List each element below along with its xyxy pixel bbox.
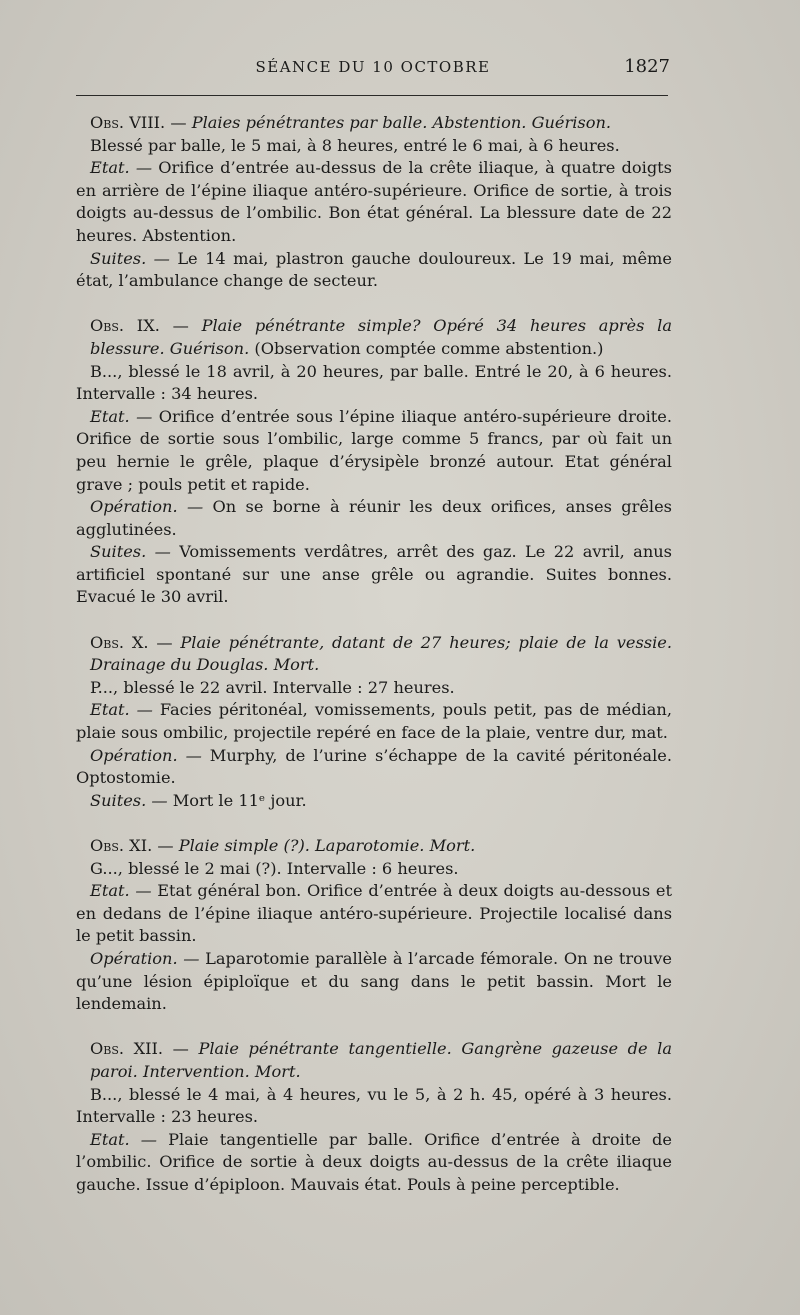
observation-heading-note: (Observation comptée comme abstention.) [249, 338, 604, 358]
title-separator: — [165, 113, 192, 132]
observation-heading: Plaie pénétrante tangentielle. Gangrène gazeuse de la paroi. Intervention. Mort. [90, 1039, 673, 1081]
running-title: SÉANCE DU 10 OCTOBRE [255, 58, 491, 76]
page-number: 1827 [624, 56, 670, 77]
observation-paragraph [76, 361, 672, 406]
paragraph-text: Le 14 mai, plastron gauche douloureux. Le 19 mai, même état, l’ambulance change de secteur. [76, 248, 672, 291]
paragraph-text: Blessé par balle, le 5 mai, à 8 heures, entré le 6 mai, à 6 heures. [90, 135, 620, 155]
observation-heading: Plaie simple (?). Laparotomie. Mort. [178, 836, 476, 855]
section-lead: Suites. — [90, 542, 180, 562]
observation-heading: Plaies pénétrantes par balle. Abstention. Guérison. [191, 113, 612, 132]
observation-paragraph [76, 1129, 672, 1197]
section-lead: Etat. — [90, 1129, 169, 1149]
observation-heading: Plaie pénétrante simple? Opéré 34 heures après la blessure. Guérison. [90, 316, 672, 358]
observation-paragraph [76, 677, 672, 700]
observation-paragraph [76, 1084, 672, 1129]
paragraph-text: Orifice d’entrée au-dessus de la crête iliaque, à quatre doigts en arrière de l’épine iliaque antéro-supérieure. Orifice de sortie, à trois doigts au-dessus de l’ombilic. Bon état général. La blessure date de 22 heures. Abstention. [76, 158, 672, 245]
observation-number: Obs. VIII. [90, 113, 166, 132]
title-separator: — [163, 1039, 199, 1059]
section-lead: Opération. — [90, 948, 206, 968]
title-separator: — [152, 836, 179, 855]
observation-paragraph [76, 135, 672, 158]
observation-12 [76, 1038, 672, 1196]
paragraph-text: Etat général bon. Orifice d’entrée à deux doigts au-dessous et en dedans de l’épine iliaque antéro-supérieure. Projectile localisé dans le petit bassin. [76, 881, 673, 946]
observation-9 [76, 315, 672, 609]
page-header [76, 52, 670, 92]
observation-11 [76, 835, 672, 1016]
observation-heading: Plaie pénétrante, datant de 27 heures; plaie de la vessie. Drainage du Douglas. Mort. [90, 632, 672, 675]
observation-title [76, 112, 672, 135]
paragraph-text: On se borne à réunir les deux orifices, anses grêles agglutinées. [76, 497, 672, 539]
observation-paragraph [76, 699, 672, 744]
observation-paragraph [76, 790, 672, 813]
observation-paragraph [76, 541, 672, 609]
observation-8 [76, 112, 672, 293]
paragraph-text: B..., blessé le 4 mai, à 4 heures, vu le 5, à 2 h. 45, opéré à 3 heures. Intervalle : 23 heures. [76, 1084, 672, 1127]
paragraph-text: Plaie tangentielle par balle. Orifice d’entrée à droite de l’ombilic. Orifice de sortie à deux doigts au-dessus de la crête iliaque gauche. Issue d’épiploon. Mauvais état. Pouls à peine perceptible. [76, 1129, 672, 1194]
observation-number: Obs. IX. [90, 316, 160, 336]
title-separator: — [148, 632, 181, 652]
section-lead: Suites. — [90, 790, 173, 810]
observation-title [76, 632, 672, 677]
paragraph-text: Orifice d’entrée sous l’épine iliaque antéro-supérieure droite. Orifice de sortie sous l’ombilic, large comme 5 francs, par où fait un peu hernie le grêle, plaque d’érysipèle bronzé autour. Etat général grave ; pouls petit et rapide. [76, 406, 673, 494]
section-lead: Etat. — [90, 406, 159, 426]
title-separator: — [159, 316, 202, 336]
observations [76, 112, 672, 1219]
observation-title [76, 1038, 672, 1083]
observation-number: Obs. XII. [90, 1039, 164, 1059]
observation-paragraph [76, 745, 672, 790]
paragraph-text: Murphy, de l’urine s’échappe de la cavité péritonéale. Optostomie. [76, 745, 672, 788]
section-lead: Etat. — [90, 881, 158, 901]
paragraph-text: P..., blessé le 22 avril. Intervalle : 27 heures. [90, 677, 455, 697]
observation-paragraph [76, 157, 672, 247]
paragraph-text: B..., blessé le 18 avril, à 20 heures, par balle. Entré le 20, à 6 heures. Intervalle : 34 heures. [76, 361, 672, 404]
paragraph-text: Laparotomie parallèle à l’arcade fémorale. On ne trouve qu’une lésion épiploïque et du sang dans le petit bassin. Mort le lendemain. [76, 948, 672, 1014]
section-lead: Etat. — [90, 700, 160, 720]
section-lead: Opération. — [90, 497, 213, 517]
section-lead: Opération. — [90, 745, 210, 765]
observation-number: Obs. X. [90, 632, 149, 652]
paragraph-text: Mort le 11ᵉ jour. [172, 790, 307, 810]
paragraph-text: G..., blessé le 2 mai (?). Intervalle : 6 heures. [90, 858, 459, 878]
paragraph-text: Vomissements verdâtres, arrêt des gaz. Le 22 avril, anus artificiel spontané sur une anse grêle ou agrandie. Suites bonnes. Evacué le 30 avril. [76, 542, 672, 607]
section-lead: Suites. — [90, 248, 178, 268]
paragraph-text: Facies péritonéal, vomissements, pouls petit, pas de médian, plaie sous ombilic, projectile repéré en face de la plaie, ventre dur, mat. [76, 700, 673, 743]
observation-title [76, 835, 672, 858]
observation-paragraph [76, 880, 672, 948]
header-rule [76, 95, 668, 96]
observation-paragraph [76, 406, 672, 496]
observation-number: Obs. XI. [90, 836, 153, 855]
observation-10 [76, 632, 672, 813]
observation-title [76, 315, 672, 360]
section-lead: Etat. — [90, 158, 159, 178]
observation-paragraph [76, 248, 672, 293]
observation-paragraph [76, 496, 672, 541]
observation-paragraph [76, 948, 672, 1016]
observation-paragraph [76, 858, 672, 881]
